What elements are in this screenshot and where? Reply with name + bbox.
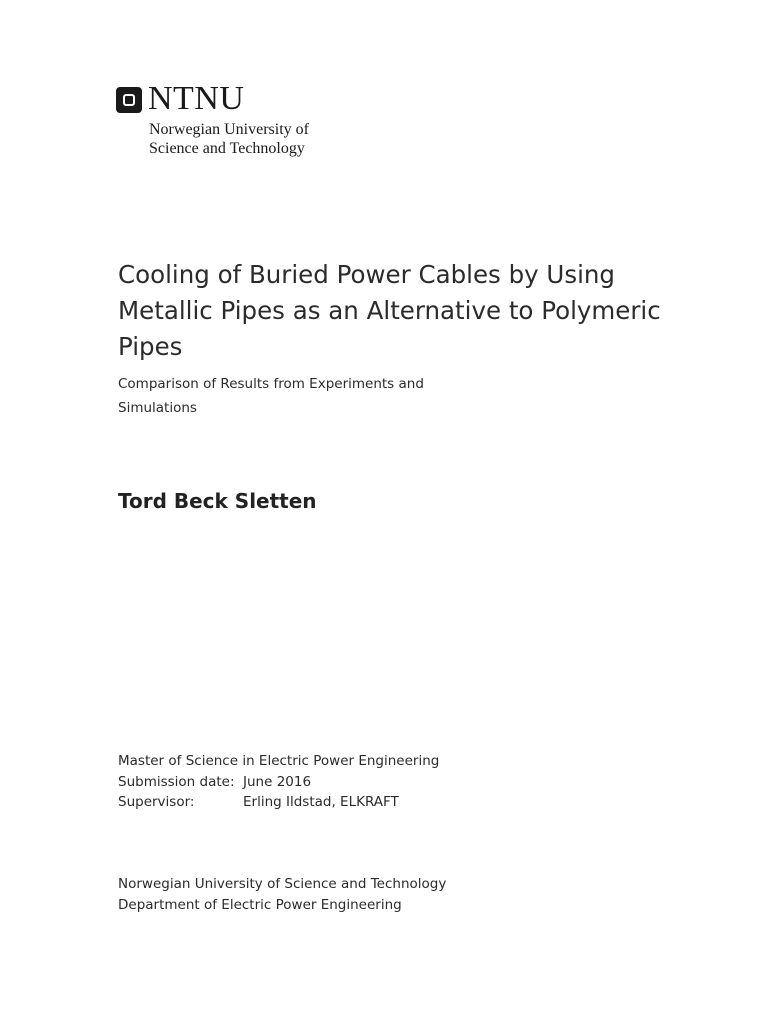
thesis-subtitle: Comparison of Results from Experiments and Simulations [118,376,424,416]
institution-block [118,874,446,915]
thesis-title: Cooling of Buried Power Cables by Using Metallic Pipes as an Alternative to Polymeric Pipes [118,260,661,361]
submission-date-label: Submission date: [118,773,235,790]
supervisor-row [118,792,439,813]
author-name: Tord Beck Sletten [118,489,317,513]
ntnu-logo-icon [116,87,142,113]
submission-date-row [118,772,439,793]
logo-university-name [149,120,309,158]
supervisor-label: Supervisor: [118,794,195,810]
logo-line-1: Norwegian University of [149,121,309,138]
degree-program: Master of Science in Electric Power Engineering [118,753,440,769]
thesis-metadata [118,751,439,813]
ntnu-logo [116,80,376,164]
university-name: Norwegian University of Science and Technology [118,876,447,892]
submission-date-value: June 2016 [243,773,312,790]
department-name: Department of Electric Power Engineering [118,896,402,913]
logo-line-2: Science and Technology [149,140,305,157]
logo-wordmark: NTNU [148,80,245,117]
supervisor-value: Erling Ildstad, ELKRAFT [243,794,399,810]
